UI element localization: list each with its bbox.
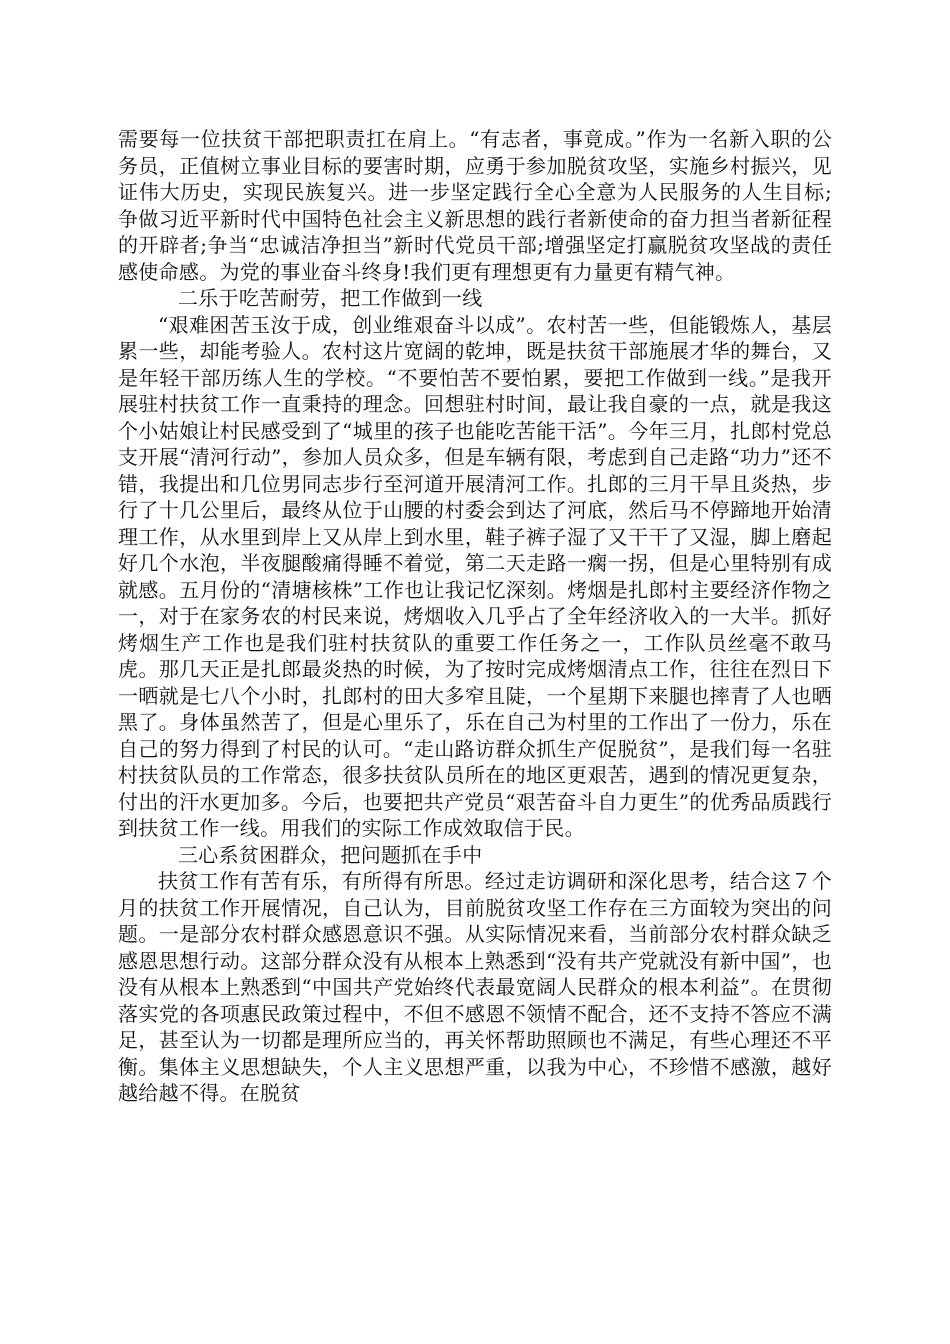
paragraph-section-3: 扶贫工作有苦有乐，有所得有所思。经过走访调研和深化思考，结合这７个月的扶贫工作开展情况，自己认为，目前脱贫攻坚工作存在三方面较为突出的问题。一是部分农村群众感恩意识不强。从实际情况来看，当前部分农村群众缺乏感恩思想行动。这部分群众没有从根本上熟悉到“没有共产党就没有新中国”，也没有从根本上熟悉到“中国共产党始终代表最宽阔人民群众的根本利益”。在贯彻落实党的各项惠民政策过程中，不但不感恩不领情不配合，还不支持不答应不满足，甚至认为一切都是理所应当的，再关怀帮助照顾也不满足，有些心理还不平衡。集体主义思想缺失，个人主义思想严重，以我为中心，不珍惜不感激，越好越给越不得。在脱贫 xyxy=(118,869,832,1105)
section-heading-2: 二乐于吃苦耐劳，把工作做到一线 xyxy=(178,286,483,310)
paragraph-continuation: 需要每一位扶贫干部把职责扛在肩上。“有志者，事竟成。”作为一名新入职的公务员，正值树立事业目标的要害时期，应勇于参加脱贫攻坚，实施乡村振兴，见证伟大历史，实现民族复兴。进一步坚定践行全心全意为人民服务的人生目标;争做习近平新时代中国特色社会主义新思想的践行者新使命的奋力担当者新征程的开辟者;争当“忠诚洁净担当”新时代党员干部;增强坚定打赢脱贫攻坚战的责任感使命感。为党的事业奋斗终身!我们更有理想更有力量更有精气神。 xyxy=(118,127,832,284)
document-body xyxy=(118,126,832,1107)
paragraph-section-2: “艰难困苦玉汝于成，创业维艰奋斗以成”。农村苦一些，但能锻炼人，基层累一些，却能考验人。农村这片宽阔的乾坤，既是扶贫干部施展才华的舞台，又是年轻干部历练人生的学校。“不要怕苦不要怕累，要把工作做到一线。”是我开展驻村扶贫工作一直秉持的理念。回想驻村时间，最让我自豪的一点，就是我这个小姑娘让村民感受到了“城里的孩子也能吃苦能干活”。今年三月，扎郎村党总支开展“清河行动”，参加人员众多，但是车辆有限，考虑到自己走路“功力”还不错，我提出和几位男同志步行至河道开展清河工作。扎郎的三月干旱且炎热，步行了十几公里后，最终从位于山腰的村委会到达了河底，然后马不停蹄地开始清理工作，从水里到岸上又从岸上到水里，鞋子裤子湿了又干干了又湿，脚上磨起好几个水泡，半夜腿酸痛得睡不着觉，第二天走路一瘸一拐，但是心里特别有成就感。五月份的“清塘核株”工作也让我记忆深刻。烤烟是扎郎村主要经济作物之一，对于在家务农的村民来说，烤烟收入几乎占了全年经济收入的一大半。抓好烤烟生产工作也是我们驻村扶贫队的重要工作任务之一，工作队员丝毫不敢马虎。那几天正是扎郎最炎热的时候，为了按时完成烤烟清点工作，往往在烈日下一晒就是七八个小时，扎郎村的田大多窄且陡，一个星期下来腿也摔青了人也晒黑了。身体虽然苦了，但是心里乐了，乐在自己为村里的工作出了一份力，乐在自己的努力得到了村民的认可。“走山路访群众抓生产促脱贫”，是我们每一名驻村扶贫队员的工作常态，很多扶贫队员所在的地区更艰苦，遇到的情况更复杂，付出的汗水更加多。今后，也要把共产党员“艰苦奋斗自力更生”的优秀品质践行到扶贫工作一线。用我们的实际工作成效取信于民。 xyxy=(118,312,832,840)
section-heading-3: 三心系贫困群众，把问题抓在手中 xyxy=(178,842,483,867)
